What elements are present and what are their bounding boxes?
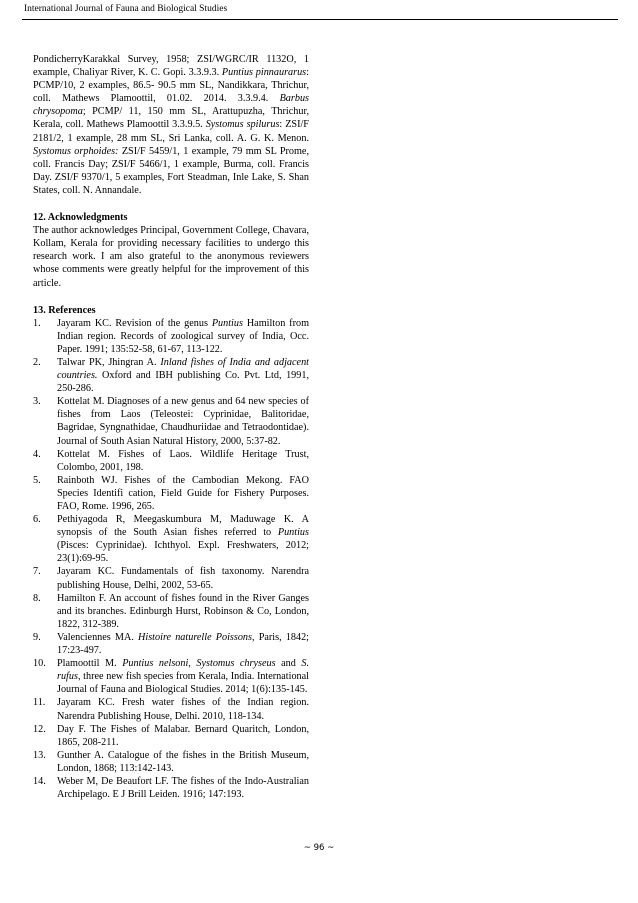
reference-number: 12. <box>33 723 46 735</box>
reference-segment: Plamoottil M. <box>57 658 123 670</box>
reference-item <box>33 474 309 513</box>
reference-segment: Oxford and IBH publishing Co. Pvt. Ltd, 1991, 250-286. <box>57 370 309 395</box>
reference-text <box>57 749 309 775</box>
reference-segment: Kottelat M. Fishes of Laos. Wildlife Heritage Trust, Colombo, 2001, 198. <box>57 448 309 473</box>
reference-text <box>57 565 309 591</box>
reference-segment: , Paris, 1842; 17:23-497. <box>57 631 309 657</box>
italic-reference-segment: Puntius nelsoni, Systomus chryseus <box>122 658 276 670</box>
material-examined-paragraph <box>33 53 309 197</box>
reference-segment: Kottelat M. Diagnoses of a new genus and 64 new species of fishes from Laos (Teleostei: Cyprinidae, Balitoridae, Bagridae, Syngnathidae, Chaudhuriidae and Tetraodontidae). Journal of South Asian Natural History, 2000, 5:37-82. <box>57 396 309 447</box>
reference-segment: Jayaram KC. Fundamentals of fish taxonomy. Narendra publishing House, Delhi, 2002, 53-65. <box>57 566 309 591</box>
reference-item <box>33 657 309 696</box>
reference-item <box>33 317 309 356</box>
italic-material-segment: Systomus spilurus <box>205 119 280 131</box>
reference-segment: Hamilton from Indian region. Records of zoological survey of India, Occ. Paper. 1991; 135:52-58, 61-67, 113-122. <box>57 317 309 355</box>
text-column <box>33 53 309 801</box>
reference-segment: Jayaram KC. Fresh water fishes of the Indian region. Narendra Publishing House, Delhi. 2010, 118-134. <box>57 697 309 722</box>
reference-number: 5. <box>33 474 41 486</box>
reference-text <box>57 723 309 749</box>
reference-text <box>57 631 309 657</box>
references-list <box>33 317 309 801</box>
header-rule <box>22 19 618 20</box>
reference-segment: Hamilton F. An account of fishes found in the River Ganges and its branches. Edinburgh Hurst, Robinson & Co, London, 1822, 312-389. <box>57 592 309 630</box>
reference-segment: Pethiyagoda R, Meegaskumbura M, Maduwage K. A synopsis of the South Asian fishes referred to <box>57 514 309 539</box>
reference-text <box>57 513 309 565</box>
reference-number: 1. <box>33 317 41 329</box>
italic-reference-segment: Histoire naturelle Poissons <box>138 631 252 643</box>
italic-reference-segment: Puntius <box>211 317 243 329</box>
reference-number: 10. <box>33 658 46 670</box>
section-number: 12 <box>33 212 44 224</box>
reference-item <box>33 565 309 591</box>
reference-segment: and <box>275 658 302 670</box>
reference-number: 8. <box>33 592 41 604</box>
reference-text <box>57 395 309 447</box>
italic-material-segment: Systomus orphoides: <box>33 145 119 157</box>
reference-number: 4. <box>33 448 41 460</box>
material-segment: PondicherryKarakkal Survey, 1958; ZSI/WGRC/IR 1132O, 1 example, Chaliyar River, K. C. Gopi. 3.3.9.3. <box>33 54 309 79</box>
reference-segment: Rainboth WJ. Fishes of the Cambodian Mekong. FAO Species Identifi cation, Field Guide for Fishery Purposes. FAO, Rome. 1996, 265. <box>57 474 309 512</box>
reference-number: 7. <box>33 566 41 578</box>
italic-reference-segment: Puntius <box>277 527 309 539</box>
italic-reference-segment: Inland fishes of India and adjacent countries. <box>57 356 309 382</box>
reference-item <box>33 696 309 722</box>
reference-segment: Jayaram KC. Revision of the genus <box>57 317 212 329</box>
reference-item <box>33 592 309 631</box>
material-segment: ZSI/F 5459/1, 1 example, 79 mm SL Prome, coll. Francis Day; ZSI/F 5466/1, 1 example, Burma, coll. Francis Day. ZSI/F 9370/1, 5 examples, Fort Steadman, Inle Lake, S. Shan States, coll. N. Annandale. <box>33 145 309 196</box>
reference-item <box>33 749 309 775</box>
reference-number: 2. <box>33 356 41 368</box>
reference-item <box>33 723 309 749</box>
italic-reference-segment: S. rufus <box>57 658 310 683</box>
acknowledgments-text: The author acknowledges Principal, Government College, Chavara, Kollam, Kerala for providing necessary facilities to undergo this research work. I am also grateful to the anonymous reviewers whose comments were greatly helpful for the improvement of this article. <box>33 225 309 289</box>
italic-material-segment: Puntius pinnaurarus <box>221 67 307 79</box>
reference-text <box>57 448 309 474</box>
material-segment: : ZSI/F 2181/2, 1 example, 28 mm SL, Sri Lanka, coll. A. G. K. Menon. <box>33 119 309 144</box>
reference-text <box>57 775 309 801</box>
italic-material-segment: Barbus chrysopoma <box>33 93 309 118</box>
material-segment: : PCMP/10, 2 examples, 86.5- 90.5 mm SL, Nandikkara, Thrichur, coll. Mathews Plamoottil, 01.02. 2014. 3.3.9.4. <box>33 67 309 105</box>
reference-item <box>33 356 309 395</box>
reference-item <box>33 631 309 657</box>
reference-text <box>57 657 309 696</box>
material-segment: ; PCMP/ 11, 150 mm SL, Arattupuzha, Thrichur, Kerala, coll. Mathews Plamoottil 3.3.9.5. <box>33 106 309 131</box>
reference-segment: (Pisces: Cyprinidae). Ichthyol. Expl. Freshwaters, 2012; 23(1):69-95. <box>57 540 309 565</box>
reference-text <box>57 696 309 722</box>
acknowledgments-heading: 12. Acknowledgments <box>33 212 128 224</box>
reference-number: 13. <box>33 749 46 761</box>
reference-number: 6. <box>33 514 41 526</box>
section-title: Acknowledgments <box>47 212 128 224</box>
reference-segment: Valenciennes MA. <box>57 631 139 643</box>
reference-item <box>33 448 309 474</box>
reference-segment: Day F. The Fishes of Malabar. Bernard Quaritch, London, 1865, 208-211. <box>57 723 309 748</box>
references-heading: 13. References <box>33 304 96 316</box>
reference-segment: Talwar PK, Jhingran A. <box>57 356 161 368</box>
page-number: ~ 96 ~ <box>303 843 335 853</box>
reference-number: 14. <box>33 775 46 787</box>
reference-text <box>57 474 309 513</box>
reference-segment: Gunther A. Catalogue of the fishes in the British Museum, London, 1868; 113:142-143. <box>57 749 309 774</box>
reference-segment: Weber M, De Beaufort LF. The fishes of the Indo-Australian Archipelago. E J Brill Leiden. 1916; 147:193. <box>57 775 309 801</box>
journal-header: International Journal of Fauna and Biological Studies <box>24 4 228 14</box>
reference-number: 3. <box>33 396 41 408</box>
reference-item <box>33 775 309 801</box>
reference-segment: , three new fish species from Kerala, India. International Journal of Fauna and Biological Studies. 2014; 1(6):135-145. <box>57 671 309 696</box>
reference-number: 11. <box>33 697 46 709</box>
reference-text <box>57 356 309 395</box>
reference-text <box>57 317 309 356</box>
reference-item <box>33 513 309 565</box>
reference-number: 9. <box>33 631 41 643</box>
reference-text <box>57 592 309 631</box>
reference-item <box>33 395 309 447</box>
